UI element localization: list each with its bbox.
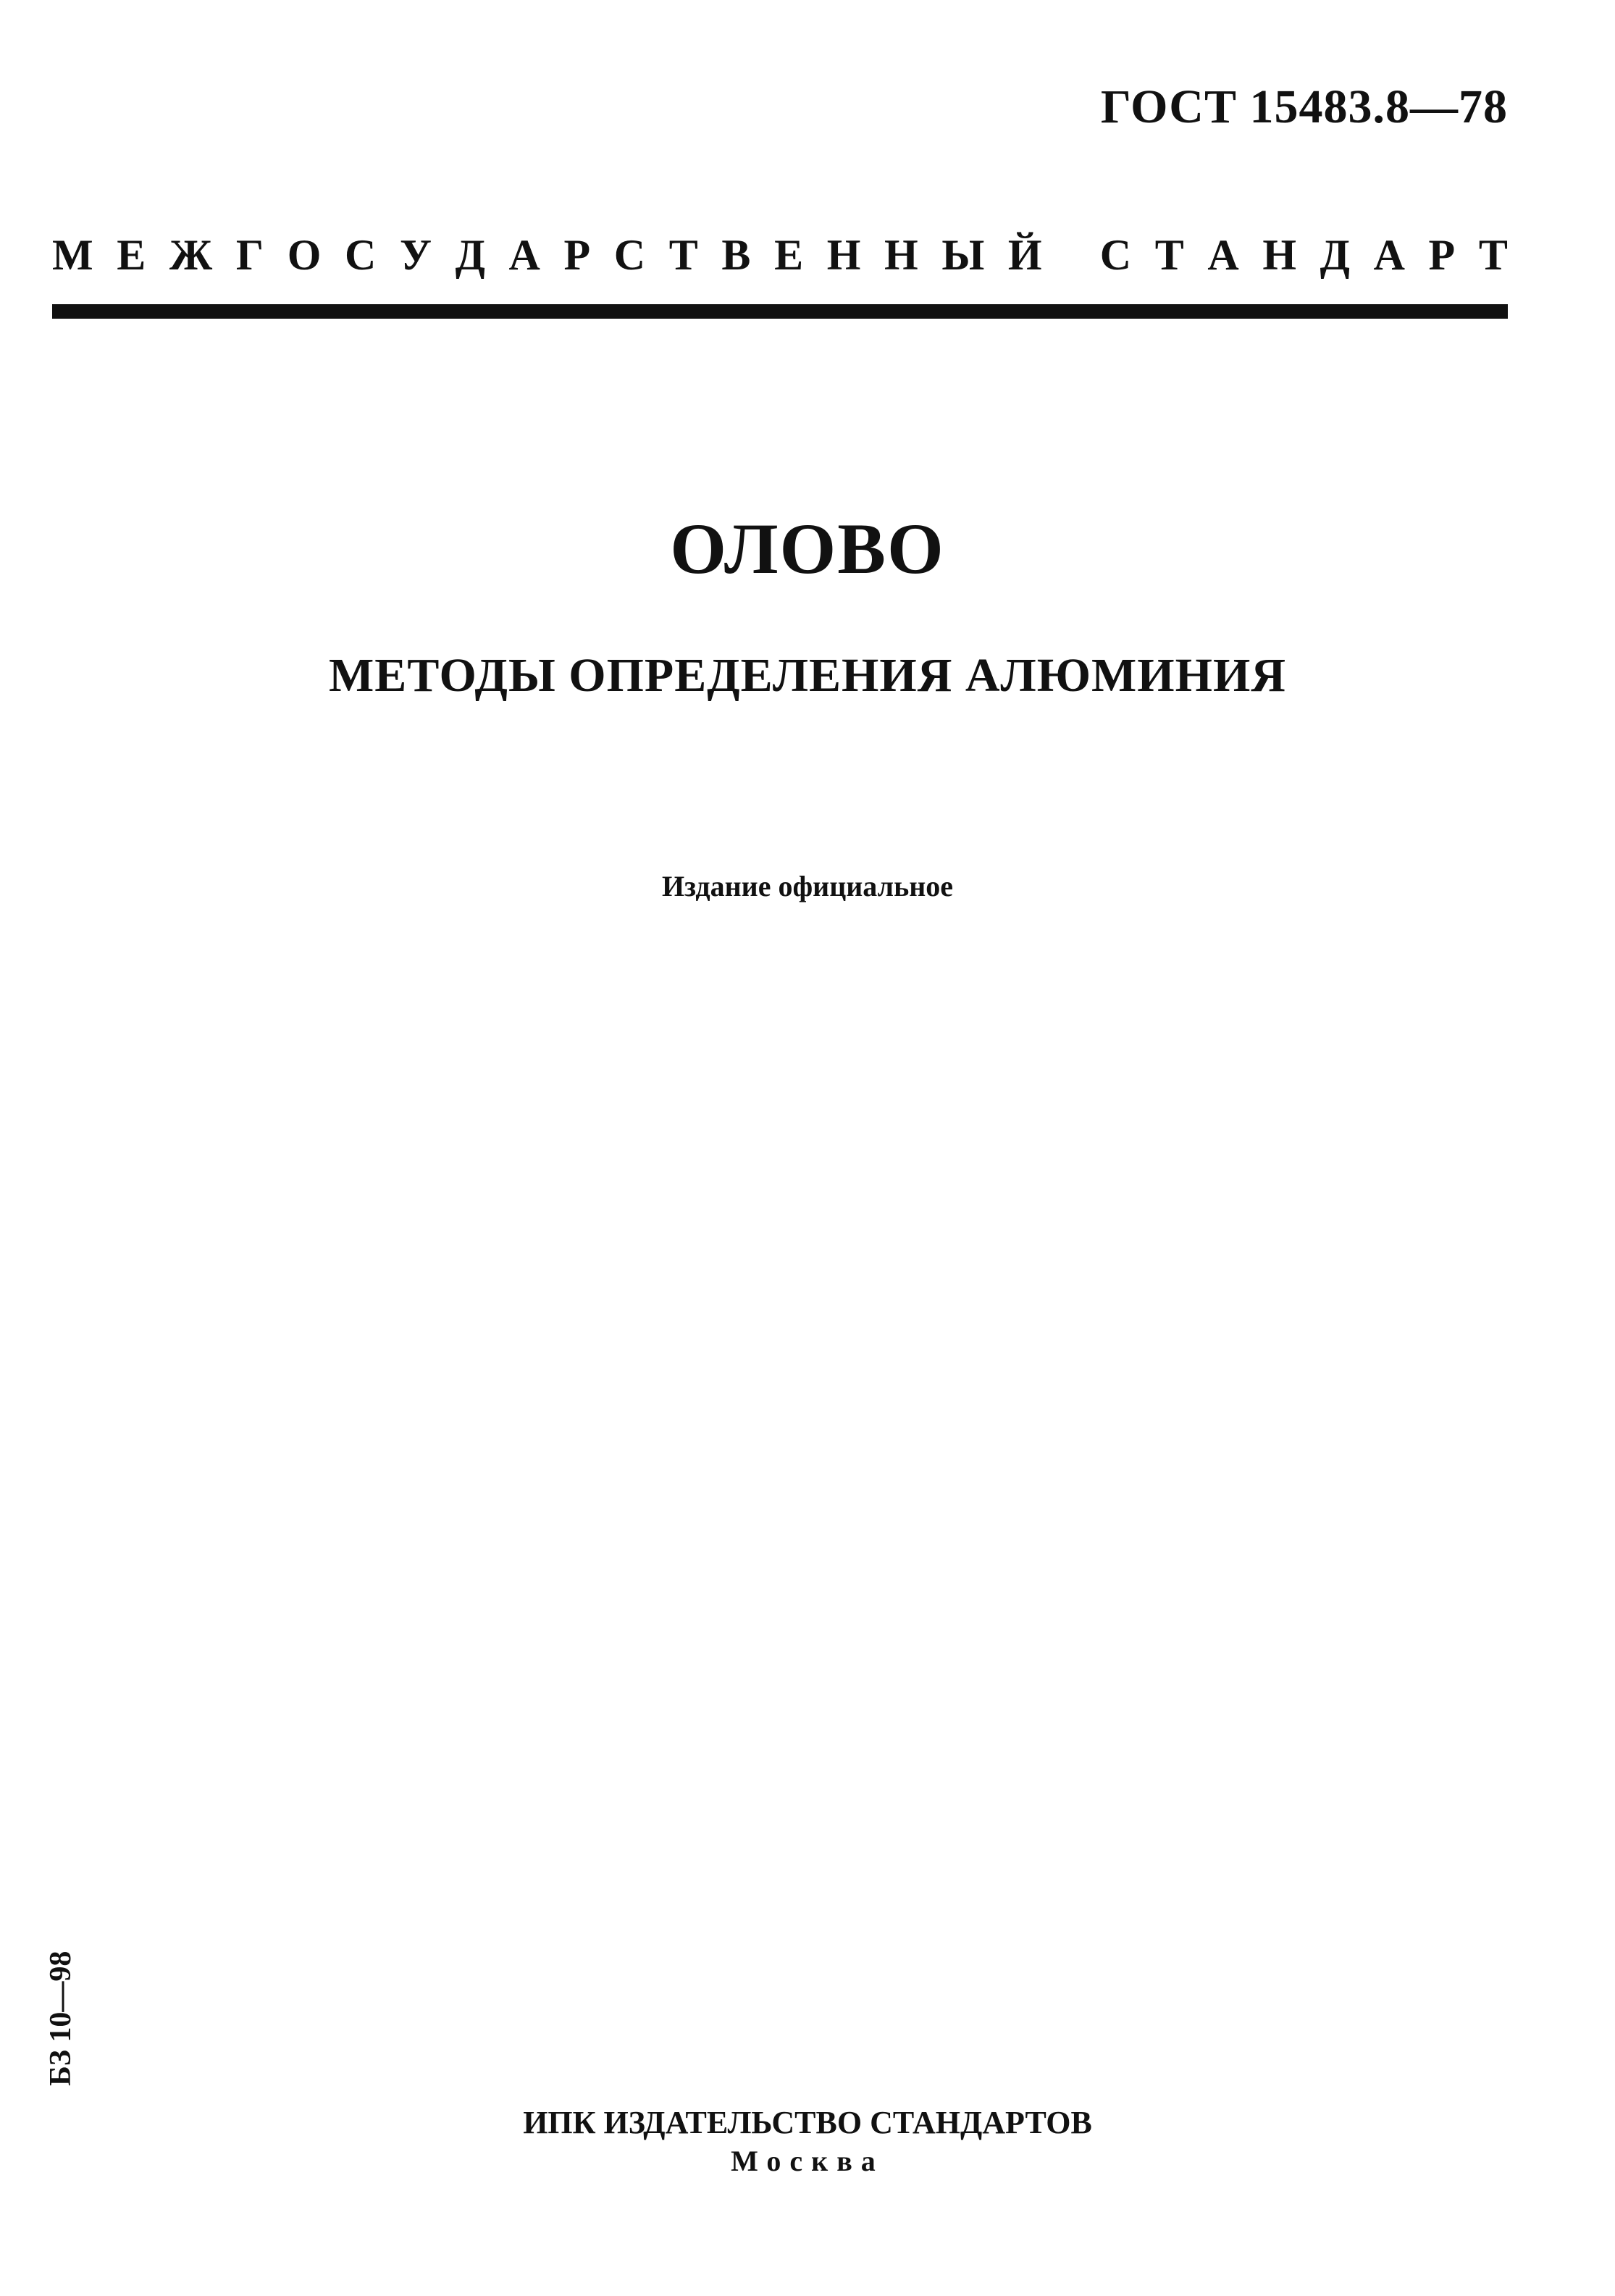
standard-kind-letter: Д	[1320, 231, 1350, 279]
standard-kind-letter: Н	[826, 231, 861, 279]
header-rule	[52, 304, 1508, 319]
standard-kind-letter: Ж	[169, 231, 213, 279]
standard-kind-letter: С	[1099, 231, 1132, 279]
standard-kind-letter: Г	[235, 231, 264, 279]
standard-kind-letter: А	[1373, 231, 1405, 279]
standard-kind-letter: М	[52, 231, 93, 279]
publisher-city: Москва	[731, 2145, 884, 2177]
standard-kind-letter: Р	[1428, 231, 1456, 279]
edition-note: Издание официальное	[661, 870, 954, 902]
standard-kind-letter: Р	[563, 231, 591, 279]
standard-kind-letter: Т	[668, 231, 698, 279]
document-subtitle: МЕТОДЫ ОПРЕДЕЛЕНИЯ АЛЮМИНИЯ	[329, 649, 1286, 702]
standard-kind-letter: Ы	[941, 231, 985, 279]
standard-kind-letter: С	[613, 231, 646, 279]
standard-kind-letter: С	[344, 231, 377, 279]
standard-kind-letter: А	[1207, 231, 1239, 279]
standard-kind-letter: Н	[1262, 231, 1297, 279]
standard-kind-letter: Т	[1478, 231, 1508, 279]
standard-kind-letter: Н	[884, 231, 918, 279]
standard-kind-letter: Д	[455, 231, 485, 279]
standard-kind-letter: Е	[117, 231, 146, 279]
standard-kind-letter: Й	[1007, 231, 1042, 279]
margin-code: БЗ 10—98	[44, 1951, 77, 2086]
standard-number: ГОСТ 15483.8—78	[1100, 80, 1508, 133]
standard-kind-letter: А	[508, 231, 540, 279]
document-title: ОЛОВО	[670, 508, 945, 589]
publisher-name: ИПК ИЗДАТЕЛЬСТВО СТАНДАРТОВ	[523, 2105, 1092, 2140]
standard-kind-letter: В	[721, 231, 751, 279]
standard-kind-letter: Е	[774, 231, 804, 279]
standard-kind-letter: У	[399, 231, 432, 279]
standard-kind-word-gap	[1065, 230, 1076, 280]
standard-kind-letter: О	[287, 231, 322, 279]
standard-kind-letter: Т	[1154, 231, 1184, 279]
standard-kind-heading	[52, 230, 1508, 280]
